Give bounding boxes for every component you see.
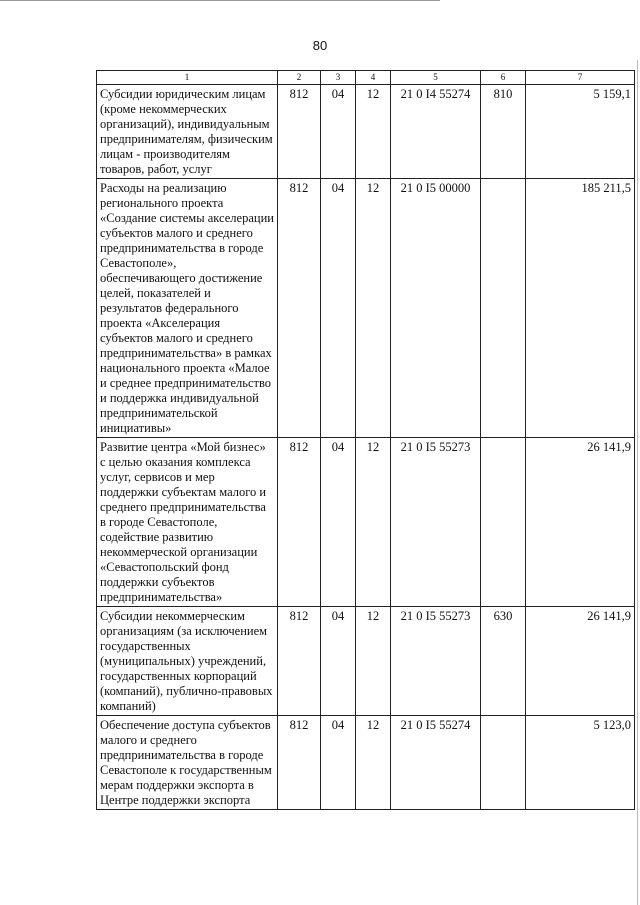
row-ministry: 812 <box>278 85 321 179</box>
row-section: 04 <box>321 179 356 438</box>
row-expense-type: 810 <box>481 85 526 179</box>
row-name: Обеспечение доступа субъектов малого и среднего предпринимательства в городе Севастополе к государственным мерам поддержки экспорта в Центре поддержки экспорта <box>97 716 278 810</box>
row-amount: 5 123,0 <box>526 716 635 810</box>
column-header: 2 <box>278 71 321 85</box>
row-section: 04 <box>321 438 356 607</box>
column-header: 4 <box>356 71 391 85</box>
column-header: 5 <box>391 71 481 85</box>
row-subsection: 12 <box>356 716 391 810</box>
row-target-article: 21 0 I5 55273 <box>391 607 481 716</box>
scan-edge-top <box>0 0 440 1</box>
header-row <box>97 71 635 85</box>
row-name: Субсидии некоммерческим организациям (за исключением государственных (муниципальных) учреждений, государственных корпораций (компаний), публично-правовых компаний) <box>97 607 278 716</box>
scan-edge-right <box>637 60 638 905</box>
budget-table <box>96 70 635 810</box>
row-amount: 185 211,5 <box>526 179 635 438</box>
row-ministry: 812 <box>278 438 321 607</box>
column-header: 1 <box>97 71 278 85</box>
row-section: 04 <box>321 607 356 716</box>
table-row <box>97 438 635 607</box>
row-amount: 26 141,9 <box>526 607 635 716</box>
row-ministry: 812 <box>278 179 321 438</box>
row-subsection: 12 <box>356 85 391 179</box>
table-row <box>97 607 635 716</box>
page-number: 80 <box>312 38 328 53</box>
row-section: 04 <box>321 85 356 179</box>
table-row <box>97 85 635 179</box>
row-expense-type <box>481 179 526 438</box>
row-target-article: 21 0 I4 55274 <box>391 85 481 179</box>
table-row <box>97 179 635 438</box>
table-row <box>97 716 635 810</box>
row-subsection: 12 <box>356 438 391 607</box>
row-subsection: 12 <box>356 607 391 716</box>
row-name: Расходы на реализацию регионального проекта «Создание системы акселерации субъектов малого и среднего предпринимательства в городе Севастополе», обеспечивающего достижение целей, показателей и результатов федерального проекта «Акселерация субъектов малого и среднего предпринимательства» в рамках национального проекта «Малое и среднее предпринимательство и поддержка индивидуальной предпринимательской инициативы» <box>97 179 278 438</box>
row-section: 04 <box>321 716 356 810</box>
row-expense-type <box>481 716 526 810</box>
row-ministry: 812 <box>278 716 321 810</box>
row-expense-type <box>481 438 526 607</box>
column-header: 7 <box>526 71 635 85</box>
row-target-article: 21 0 I5 55274 <box>391 716 481 810</box>
row-amount: 5 159,1 <box>526 85 635 179</box>
row-subsection: 12 <box>356 179 391 438</box>
row-name: Развитие центра «Мой бизнес» с целью оказания комплекса услуг, сервисов и мер поддержки субъектам малого и среднего предпринимательства в городе Севастополе, содействие развитию некоммерческой организации «Севастопольский фонд поддержки субъектов предпринимательства» <box>97 438 278 607</box>
row-expense-type: 630 <box>481 607 526 716</box>
row-target-article: 21 0 I5 55273 <box>391 438 481 607</box>
column-header: 6 <box>481 71 526 85</box>
row-target-article: 21 0 I5 00000 <box>391 179 481 438</box>
row-amount: 26 141,9 <box>526 438 635 607</box>
row-name: Субсидии юридическим лицам (кроме некоммерческих организаций), индивидуальным предпринимателям, физическим лицам - производителям товаров, работ, услуг <box>97 85 278 179</box>
column-header: 3 <box>321 71 356 85</box>
row-ministry: 812 <box>278 607 321 716</box>
